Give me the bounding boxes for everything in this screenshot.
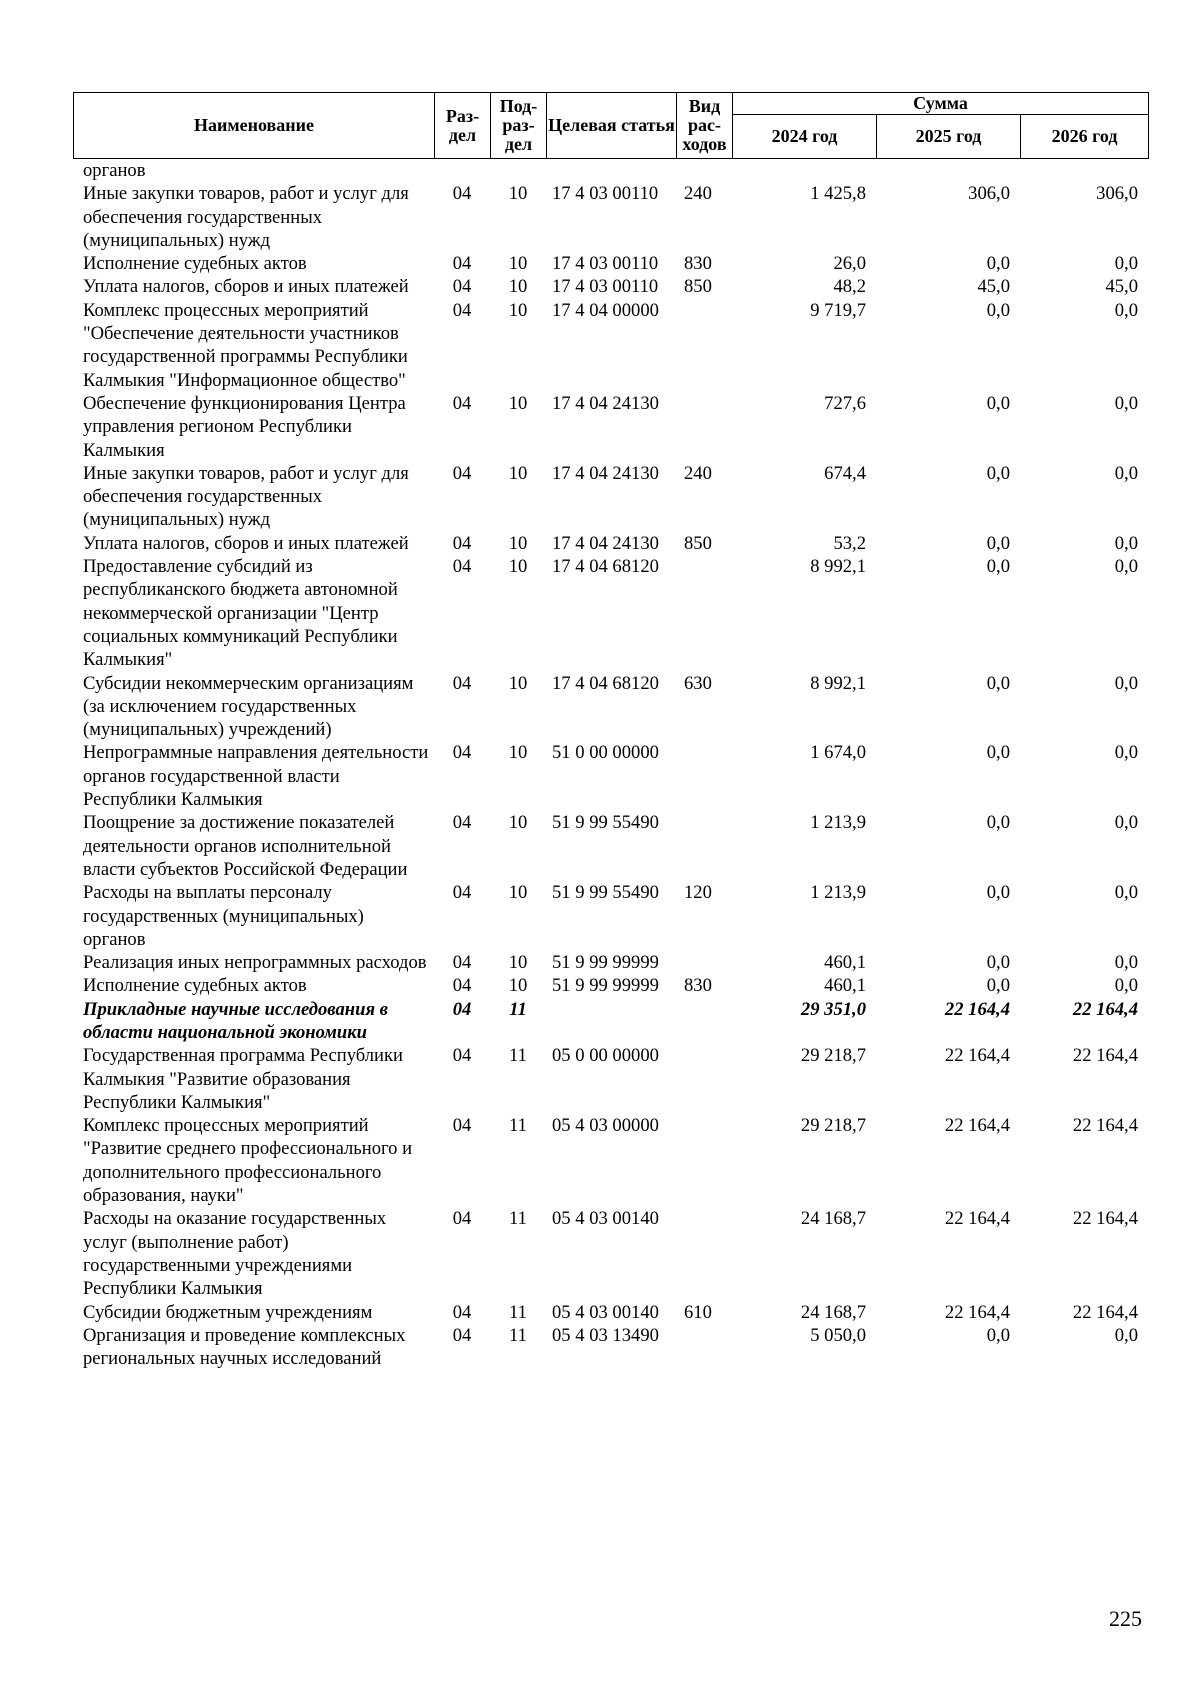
row-celevaya-statya: 17 4 03 00110 <box>552 183 659 205</box>
row-sum-2026: 22 164,4 <box>1072 1045 1138 1067</box>
row-sum-2025: 0,0 <box>986 462 1010 484</box>
header-year-2025: 2025 год <box>877 115 1021 159</box>
header-year-2024: 2024 год <box>733 115 877 159</box>
row-celevaya-statya: 17 4 04 24130 <box>552 462 659 484</box>
row-vid-rashodov: 850 <box>684 276 712 298</box>
row-sum-2024: 24 168,7 <box>800 1301 866 1323</box>
row-sum-2025: 22 164,4 <box>944 998 1010 1020</box>
table-row <box>73 1044 1148 1114</box>
row-celevaya-statya: 05 0 00 00000 <box>552 1045 659 1067</box>
row-podrazdel: 10 <box>508 253 528 275</box>
row-razdel: 04 <box>452 1045 472 1067</box>
row-sum-2026: 0,0 <box>1114 812 1138 834</box>
row-vid-rashodov: 240 <box>684 183 712 205</box>
row-razdel: 04 <box>452 183 472 205</box>
row-name: Исполнение судебных актов <box>83 975 307 997</box>
row-razdel: 04 <box>452 253 472 275</box>
row-podrazdel: 10 <box>508 183 528 205</box>
table-row <box>73 299 1148 392</box>
row-podrazdel: 10 <box>508 672 528 694</box>
row-razdel: 04 <box>452 1324 472 1346</box>
table-row <box>73 182 1148 252</box>
table-row <box>73 951 1148 974</box>
row-podrazdel: 10 <box>508 742 528 764</box>
row-razdel: 04 <box>452 998 472 1020</box>
row-sum-2024: 460,1 <box>824 952 866 974</box>
row-sum-2024: 8 992,1 <box>810 672 866 694</box>
row-celevaya-statya: 17 4 04 68120 <box>552 672 659 694</box>
row-razdel: 04 <box>452 882 472 904</box>
row-sum-2025: 0,0 <box>986 253 1010 275</box>
row-celevaya-statya: 05 4 03 00000 <box>552 1115 659 1137</box>
row-razdel <box>434 159 490 182</box>
row-sum-2026: 0,0 <box>1114 742 1138 764</box>
header-name: Наименование <box>74 93 435 159</box>
row-sum-2025: 45,0 <box>977 276 1010 298</box>
row-podrazdel: 10 <box>508 556 528 578</box>
row-razdel: 04 <box>452 276 472 298</box>
row-vid-rashodov: 240 <box>684 462 712 484</box>
row-sum-2024: 26,0 <box>833 253 866 275</box>
table-row <box>73 252 1148 275</box>
row-podrazdel: 10 <box>508 882 528 904</box>
row-name: Поощрение за достижение показателей деятельности органов исполнительной власти субъектов Российской Федерации <box>83 812 408 880</box>
row-sum-2026: 0,0 <box>1114 299 1138 321</box>
row-vid-rashodov: 830 <box>684 253 712 275</box>
row-sum-2025: 0,0 <box>986 532 1010 554</box>
table-body <box>73 159 1148 1370</box>
header-razdel: Раз-дел <box>435 93 491 159</box>
row-vid-rashodov <box>676 299 732 392</box>
row-celevaya-statya: 51 9 99 99999 <box>552 952 659 974</box>
row-celevaya-statya: 51 9 99 55490 <box>552 882 659 904</box>
row-name: Иные закупки товаров, работ и услуг для обеспечения государственных (муниципальных) нужд <box>83 183 409 251</box>
row-sum-2026: 0,0 <box>1114 1324 1138 1346</box>
row-sum-2025: 22 164,4 <box>944 1045 1010 1067</box>
row-podrazdel: 10 <box>508 532 528 554</box>
row-razdel: 04 <box>452 952 472 974</box>
row-podrazdel: 10 <box>508 392 528 414</box>
row-sum-2025: 0,0 <box>986 882 1010 904</box>
row-vid-rashodov <box>676 1044 732 1114</box>
row-sum-2025: 22 164,4 <box>944 1208 1010 1230</box>
row-razdel: 04 <box>452 672 472 694</box>
row-celevaya-statya: 51 9 99 55490 <box>552 812 659 834</box>
row-vid-rashodov <box>676 811 732 881</box>
table-row <box>73 555 1148 671</box>
row-sum-2025: 0,0 <box>986 392 1010 414</box>
row-podrazdel: 11 <box>509 1115 527 1137</box>
row-name: Уплата налогов, сборов и иных платежей <box>83 532 409 554</box>
row-sum-2026: 0,0 <box>1114 392 1138 414</box>
row-razdel: 04 <box>452 392 472 414</box>
row-celevaya-statya: 51 9 99 99999 <box>552 975 659 997</box>
row-sum-2025: 22 164,4 <box>944 1301 1010 1323</box>
row-celevaya-statya: 17 4 04 24130 <box>552 392 659 414</box>
table-row <box>73 462 1148 532</box>
row-podrazdel: 10 <box>508 299 528 321</box>
row-sum-2025: 0,0 <box>986 975 1010 997</box>
row-vid-rashodov: 610 <box>684 1301 712 1323</box>
row-sum-2026 <box>1020 159 1148 182</box>
row-name: Исполнение судебных актов <box>83 253 307 275</box>
row-razdel: 04 <box>452 556 472 578</box>
row-sum-2024: 29 351,0 <box>800 998 866 1020</box>
row-celevaya-statya: 17 4 04 68120 <box>552 556 659 578</box>
header-year-2026: 2026 год <box>1021 115 1149 159</box>
row-sum-2025 <box>876 159 1020 182</box>
row-celevaya-statya: 17 4 03 00110 <box>552 253 659 275</box>
row-sum-2026: 0,0 <box>1114 556 1138 578</box>
table-row <box>73 672 1148 742</box>
row-sum-2026: 0,0 <box>1114 952 1138 974</box>
row-celevaya-statya: 17 4 04 00000 <box>552 299 659 321</box>
row-sum-2025: 0,0 <box>986 742 1010 764</box>
table-row <box>73 998 1148 1045</box>
row-vid-rashodov <box>676 1324 732 1371</box>
row-sum-2025: 0,0 <box>986 812 1010 834</box>
row-sum-2026: 0,0 <box>1114 882 1138 904</box>
row-vid-rashodov <box>676 392 732 462</box>
row-sum-2025: 0,0 <box>986 1324 1010 1346</box>
row-vid-rashodov <box>676 951 732 974</box>
row-podrazdel: 11 <box>509 1324 527 1346</box>
row-sum-2024: 460,1 <box>824 975 866 997</box>
row-razdel: 04 <box>452 299 472 321</box>
row-sum-2025: 22 164,4 <box>944 1115 1010 1137</box>
table-row <box>73 881 1148 951</box>
row-name: Прикладные научные исследования в области национальной экономики <box>83 998 388 1043</box>
row-vid-rashodov <box>676 741 732 811</box>
row-sum-2024: 5 050,0 <box>810 1324 866 1346</box>
row-podrazdel: 10 <box>508 812 528 834</box>
row-sum-2024: 9 719,7 <box>810 299 866 321</box>
table-row <box>73 1324 1148 1371</box>
table-row <box>73 275 1148 298</box>
table-row <box>73 741 1148 811</box>
row-podrazdel: 11 <box>509 1045 527 1067</box>
row-vid-rashodov: 120 <box>684 882 712 904</box>
row-celevaya-statya: 05 4 03 13490 <box>552 1324 659 1346</box>
row-sum-2024 <box>732 159 876 182</box>
row-razdel: 04 <box>452 462 472 484</box>
page-number: 225 <box>1109 1606 1142 1631</box>
row-vid-rashodov: 630 <box>684 672 712 694</box>
row-sum-2026: 22 164,4 <box>1072 998 1138 1020</box>
row-sum-2024: 727,6 <box>824 392 866 414</box>
row-sum-2026: 0,0 <box>1114 532 1138 554</box>
row-celevaya-statya: 17 4 03 00110 <box>552 276 659 298</box>
row-name: Обеспечение функционирования Центра управления регионом Республики Калмыкия <box>83 392 406 461</box>
row-sum-2024: 8 992,1 <box>810 556 866 578</box>
row-name: Организация и проведение комплексных региональных научных исследований <box>83 1324 406 1370</box>
row-celevaya-statya: 05 4 03 00140 <box>552 1208 659 1230</box>
row-vid-rashodov <box>676 159 732 182</box>
row-sum-2025: 0,0 <box>986 672 1010 694</box>
row-sum-2024: 1 213,9 <box>810 812 866 834</box>
row-name: Субсидии некоммерческим организациям (за исключением государственных (муниципальных) учреждений) <box>83 672 414 741</box>
row-razdel: 04 <box>452 812 472 834</box>
row-sum-2025: 306,0 <box>968 183 1010 205</box>
table-row <box>73 392 1148 462</box>
row-celevaya-statya <box>546 998 676 1045</box>
table-row <box>73 1301 1148 1324</box>
row-sum-2025: 0,0 <box>986 952 1010 974</box>
row-celevaya-statya: 05 4 03 00140 <box>552 1301 659 1323</box>
row-razdel: 04 <box>452 742 472 764</box>
row-name: Уплата налогов, сборов и иных платежей <box>83 276 409 298</box>
row-sum-2026: 0,0 <box>1114 672 1138 694</box>
table-row <box>73 1114 1148 1207</box>
budget-table <box>73 92 1148 1370</box>
table-row <box>73 532 1148 555</box>
row-vid-rashodov: 830 <box>684 975 712 997</box>
row-sum-2024: 48,2 <box>833 276 866 298</box>
row-razdel: 04 <box>452 1301 472 1323</box>
row-sum-2024: 29 218,7 <box>800 1045 866 1067</box>
row-sum-2025: 0,0 <box>986 556 1010 578</box>
row-podrazdel: 10 <box>508 975 528 997</box>
row-sum-2026: 45,0 <box>1105 276 1138 298</box>
row-podrazdel: 10 <box>508 462 528 484</box>
row-razdel: 04 <box>452 1115 472 1137</box>
row-podrazdel: 11 <box>509 998 527 1020</box>
row-sum-2026: 22 164,4 <box>1072 1208 1138 1230</box>
row-sum-2026: 22 164,4 <box>1072 1301 1138 1323</box>
table-row <box>73 974 1148 997</box>
row-podrazdel: 10 <box>508 276 528 298</box>
row-name: Государственная программа Республики Калмыкия "Развитие образования Республики Калмыкия" <box>83 1045 403 1113</box>
row-podrazdel: 11 <box>509 1301 527 1323</box>
row-name: Субсидии бюджетным учреждениям <box>83 1301 373 1323</box>
row-name: Иные закупки товаров, работ и услуг для обеспечения государственных (муниципальных) нужд <box>83 462 409 531</box>
header-vid-rashodov: Вид рас-ходов <box>677 93 733 159</box>
row-vid-rashodov <box>676 555 732 671</box>
row-sum-2026: 0,0 <box>1114 975 1138 997</box>
table-header <box>73 92 1149 159</box>
row-sum-2024: 1 425,8 <box>810 183 866 205</box>
row-celevaya-statya: 51 0 00 00000 <box>552 742 659 764</box>
row-podrazdel <box>490 159 546 182</box>
row-sum-2024: 24 168,7 <box>800 1208 866 1230</box>
row-sum-2024: 29 218,7 <box>800 1115 866 1137</box>
row-vid-rashodov <box>676 1207 732 1300</box>
row-celevaya-statya <box>546 159 676 182</box>
row-vid-rashodov: 850 <box>684 532 712 554</box>
row-razdel: 04 <box>452 1208 472 1230</box>
row-name: органов <box>83 160 146 181</box>
row-name: Расходы на оказание государственных услуг (выполнение работ) государственными учреждениями Республики Калмыкия <box>83 1208 387 1300</box>
table-row <box>73 811 1148 881</box>
row-celevaya-statya: 17 4 04 24130 <box>552 532 659 554</box>
row-name: Комплекс процессных мероприятий "Обеспечение деятельности участников государственной программы Республики Калмыкия "Информационное общество" <box>83 299 408 391</box>
header-podrazdel: Под-раз-дел <box>491 93 547 159</box>
table-row <box>73 159 1148 182</box>
header-celevaya-statya: Целевая статья <box>547 93 677 159</box>
header-summa: Сумма <box>733 93 1149 115</box>
row-sum-2025: 0,0 <box>986 299 1010 321</box>
row-sum-2024: 674,4 <box>824 462 866 484</box>
table-row <box>73 1207 1148 1300</box>
row-sum-2026: 22 164,4 <box>1072 1115 1138 1137</box>
row-vid-rashodov <box>676 998 732 1045</box>
row-sum-2024: 1 213,9 <box>810 882 866 904</box>
row-name: Комплекс процессных мероприятий "Развитие среднего профессионального и дополнительного профессионального образования, науки" <box>83 1115 413 1207</box>
row-name: Непрограммные направления деятельности органов государственной власти Республики Калмыкия <box>83 742 429 811</box>
row-name: Расходы на выплаты персоналу государственных (муниципальных) органов <box>83 882 364 950</box>
row-name: Реализация иных непрограммных расходов <box>83 952 427 974</box>
row-sum-2026: 0,0 <box>1114 462 1138 484</box>
row-podrazdel: 11 <box>509 1208 527 1230</box>
row-sum-2026: 306,0 <box>1096 183 1138 205</box>
row-name: Предоставление субсидий из республиканского бюджета автономной некоммерческой организации "Центр социальных коммуникаций Республики Калмыкия" <box>83 556 398 671</box>
row-sum-2026: 0,0 <box>1114 253 1138 275</box>
row-sum-2024: 53,2 <box>833 532 866 554</box>
row-podrazdel: 10 <box>508 952 528 974</box>
row-razdel: 04 <box>452 975 472 997</box>
row-vid-rashodov <box>676 1114 732 1207</box>
row-razdel: 04 <box>452 532 472 554</box>
row-sum-2024: 1 674,0 <box>810 742 866 764</box>
